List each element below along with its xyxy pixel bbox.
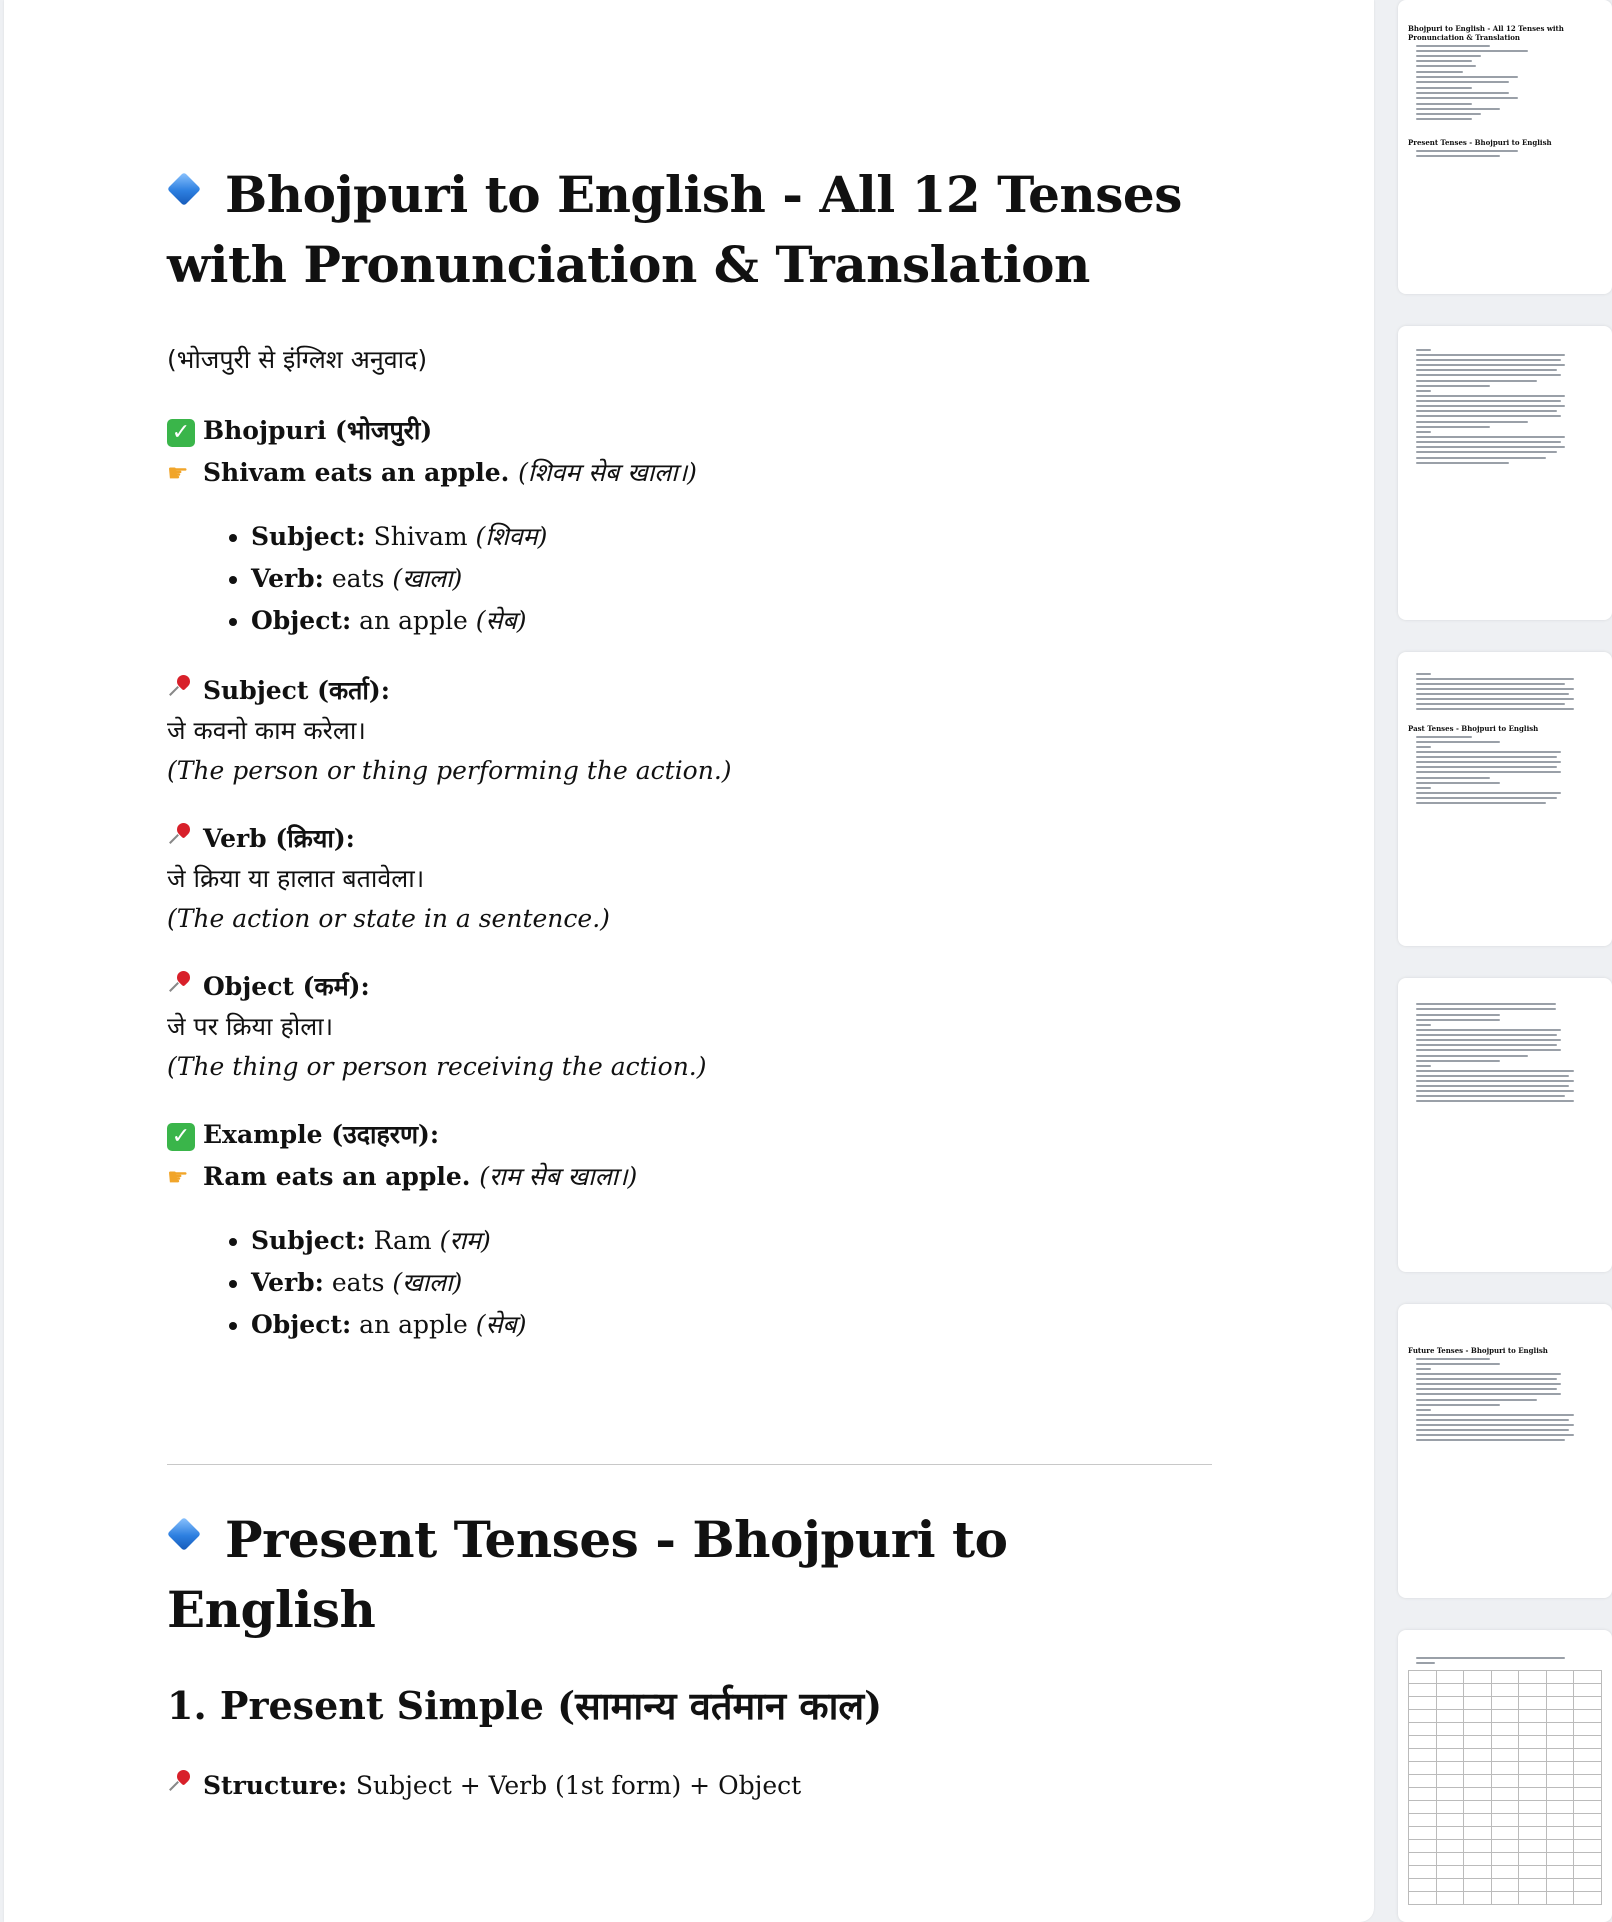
bhojpuri-heading: ✓ Bhojpuri (भोजपुरी) [167, 410, 1217, 452]
pushpin-icon [167, 969, 195, 997]
definition-verb: Verb (क्रिया): जे क्रिया या हालात बतावेला। (The action or state in a sentence.) [167, 818, 1217, 940]
page-thumbnail-4[interactable] [1398, 978, 1612, 1272]
pointing-hand-icon: ☛ [167, 1163, 189, 1191]
definition-bhojpuri: जे कवनो काम करेला। [167, 716, 366, 745]
subsection-title: 1. Present Simple (सामान्य वर्तमान काल) [167, 1683, 883, 1728]
thumbnail-section: Present Tenses - Bhojpuri to English [1408, 138, 1552, 147]
page-content [167, 160, 1217, 1807]
definition-english: (The person or thing performing the action.) [167, 756, 732, 785]
example-heading: ✓ Example (उदाहरण): [167, 1114, 1217, 1156]
thumbnail-title: Bhojpuri to English - All 12 Tenses with Pronunciation & Translation [1408, 24, 1564, 42]
list-item: • Subject: Shivam (शिवम) [251, 516, 1217, 558]
pushpin-icon [167, 1768, 195, 1796]
example2-list [167, 1220, 1217, 1346]
list-item: • Object: an apple (सेब) [251, 600, 1217, 642]
page-thumbnail-5[interactable] [1398, 1304, 1612, 1598]
check-mark-icon: ✓ [167, 1123, 195, 1151]
definition-english: (The action or state in a sentence.) [167, 904, 610, 933]
thumbnail-section: Future Tenses - Bhojpuri to English [1408, 1346, 1548, 1355]
example2-block [167, 1114, 1217, 1346]
bhojpuri-example-block [167, 410, 1217, 642]
page-thumbnail-2[interactable] [1398, 326, 1612, 620]
section-title: Present Tenses - Bhojpuri to English [167, 1510, 1008, 1639]
thumbnail-section: Past Tenses - Bhojpuri to English [1408, 724, 1539, 733]
example2-sentence-line: ☛ Ram eats an apple. (राम सेब खाला।) [167, 1156, 1217, 1198]
list-item: • Verb: eats (खाला) [251, 558, 1217, 600]
example1-sentence-line: ☛ Shivam eats an apple. (शिवम सेब खाला।) [167, 452, 1217, 494]
definition-bhojpuri: जे पर क्रिया होला। [167, 1012, 334, 1041]
document-subtitle: (भोजपुरी से इंग्लिश अनुवाद) [167, 345, 428, 374]
blue-diamond-icon [167, 1517, 201, 1551]
definition-object: Object (कर्म): जे पर क्रिया होला। (The thing or person receiving the action.) [167, 966, 1217, 1088]
thumbnail-table [1408, 1670, 1602, 1905]
definition-subject: Subject (कर्ता): जे कवनो काम करेला। (The person or thing performing the action.) [167, 670, 1217, 792]
list-item: • Verb: eats (खाला) [251, 1262, 1217, 1304]
pushpin-icon [167, 821, 195, 849]
blue-diamond-icon [167, 172, 201, 206]
check-mark-icon: ✓ [167, 419, 195, 447]
document-page[interactable] [4, 0, 1374, 1922]
list-item: • Subject: Ram (राम) [251, 1220, 1217, 1262]
pushpin-icon [167, 673, 195, 701]
list-item: • Object: an apple (सेब) [251, 1304, 1217, 1346]
page-thumbnail-3[interactable] [1398, 652, 1612, 946]
page-thumbnail-6[interactable] [1398, 1630, 1612, 1922]
document-title: Bhojpuri to English - All 12 Tenses with Pronunciation & Translation [167, 165, 1182, 294]
pointing-hand-icon: ☛ [167, 459, 189, 487]
definition-bhojpuri: जे क्रिया या हालात बतावेला। [167, 864, 425, 893]
definition-english: (The thing or person receiving the action.) [167, 1052, 707, 1081]
section-divider [167, 1464, 1212, 1465]
page-thumbnail-1[interactable] [1398, 0, 1612, 294]
example1-list [167, 516, 1217, 642]
structure-line: Structure: Subject + Verb (1st form) + Object [167, 1765, 1217, 1807]
